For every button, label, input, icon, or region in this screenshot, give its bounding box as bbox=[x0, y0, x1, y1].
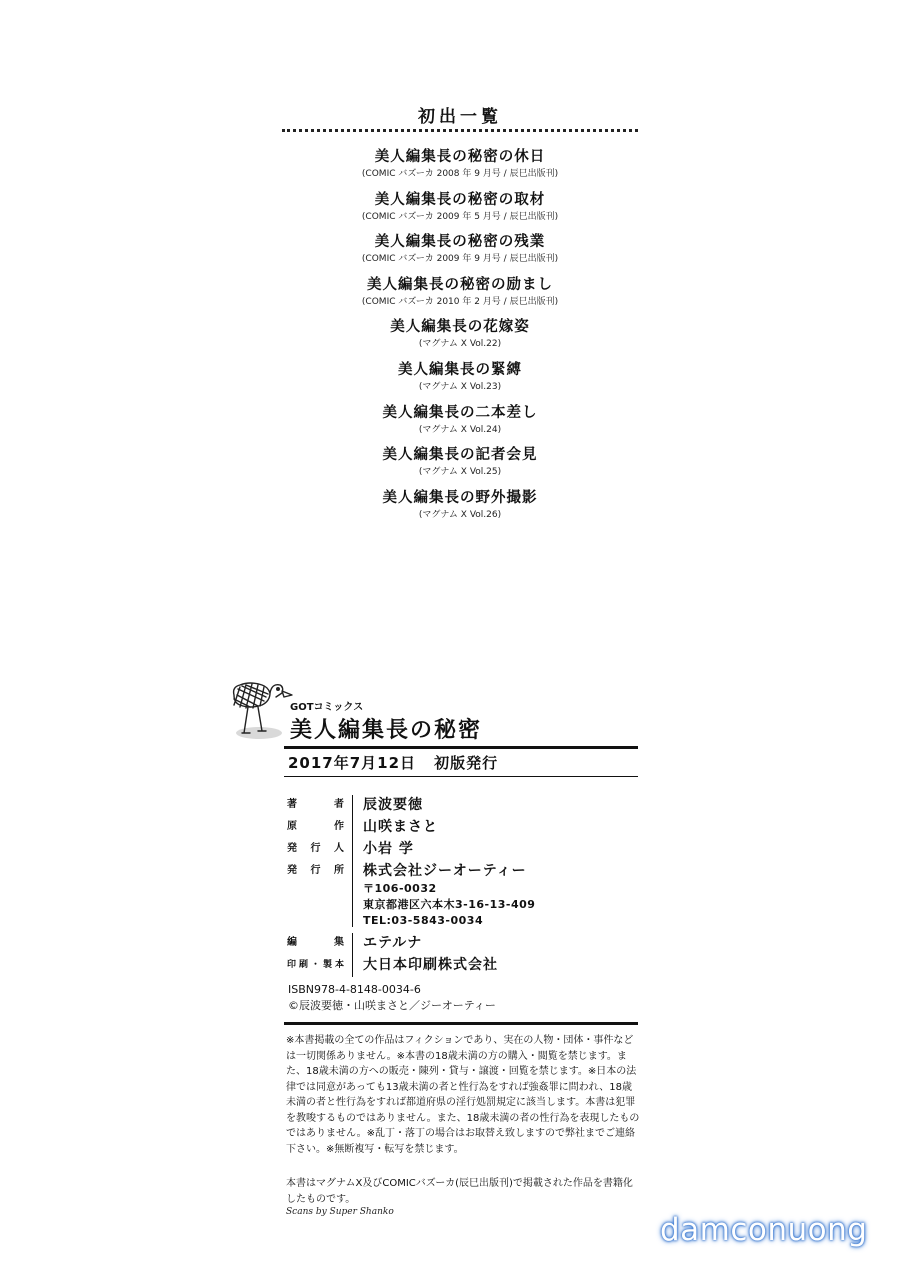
role-label: 原 作 bbox=[287, 817, 353, 839]
entry-source: (COMIC バズーカ 2010 年 2 月号 / 辰巳出版刊) bbox=[361, 296, 559, 307]
entry-title: 美人編集長の秘密の励まし bbox=[367, 276, 553, 293]
author-name: 辰波要徳 bbox=[363, 797, 423, 813]
bird-logo-icon bbox=[228, 675, 294, 743]
dotted-divider bbox=[282, 129, 638, 132]
list-item bbox=[280, 274, 640, 317]
entry-title: 美人編集長の秘密の取材 bbox=[374, 191, 546, 208]
entry-source: (COMIC バズーカ 2009 年 9 月号 / 辰巳出版刊) bbox=[361, 254, 559, 265]
printer-name: 大日本印刷株式会社 bbox=[363, 957, 498, 973]
entry-source: (COMIC バズーカ 2009 年 5 月号 / 辰巳出版刊) bbox=[361, 211, 559, 222]
isbn-block bbox=[288, 982, 496, 1014]
book-title: 美人編集長の秘密 bbox=[290, 718, 483, 743]
list-item bbox=[280, 146, 640, 189]
edition-divider bbox=[284, 776, 638, 777]
list-item bbox=[280, 444, 640, 487]
list-item bbox=[280, 316, 640, 359]
list-item bbox=[280, 189, 640, 232]
entry-source: (マグナム X Vol.26) bbox=[418, 509, 502, 520]
credit-editor bbox=[287, 933, 617, 955]
edition-line bbox=[288, 752, 498, 773]
isbn: ISBN978-4-8148-0034-6 bbox=[288, 983, 421, 996]
credit-original bbox=[287, 817, 617, 839]
credit-office bbox=[287, 861, 617, 927]
copyright: ©辰波要徳・山咲まさと／ジーオーティー bbox=[288, 999, 496, 1012]
office-name: 株式会社ジーオーティー bbox=[363, 863, 527, 879]
entry-source: (マグナム X Vol.24) bbox=[418, 424, 502, 435]
list-item bbox=[280, 402, 640, 445]
entry-title: 美人編集長の緊縛 bbox=[398, 361, 522, 378]
credit-publisher bbox=[287, 839, 617, 861]
title-divider bbox=[284, 746, 638, 749]
printing-label: 初版発行 bbox=[434, 754, 499, 772]
publication-date: 2017年7月12日 bbox=[288, 754, 417, 772]
entry-title: 美人編集長の記者会見 bbox=[382, 447, 538, 464]
postal-code: 〒106-0032 bbox=[363, 882, 437, 895]
role-label: 編 集 bbox=[287, 933, 353, 955]
entry-title: 美人編集長の秘密の残業 bbox=[374, 234, 546, 251]
first-appearance-list bbox=[280, 146, 640, 529]
entry-source: (COMIC バズーカ 2008 年 9 月号 / 辰巳出版刊) bbox=[361, 169, 559, 179]
credit-author bbox=[287, 795, 617, 817]
contents-heading: 初出一覧 bbox=[418, 107, 502, 127]
notice-divider bbox=[284, 1022, 638, 1025]
scan-credit: Scans by Super Shanko bbox=[286, 1207, 394, 1217]
role-label: 著 者 bbox=[287, 795, 353, 817]
entry-title: 美人編集長の花嫁姿 bbox=[390, 319, 530, 336]
role-label: 発行人 bbox=[287, 839, 353, 861]
publication-note: 本書はマグナムX及びCOMICバズーカ(辰巳出版刊)で掲載された作品を書籍化したものです。 bbox=[286, 1178, 633, 1205]
entry-source: (マグナム X Vol.22) bbox=[418, 339, 502, 350]
entry-source: (マグナム X Vol.23) bbox=[418, 381, 502, 392]
list-item bbox=[280, 359, 640, 402]
legal-notice: ※本書掲載の全ての作品はフィクションであり、実在の人物・団体・事件などは一切関係ありません。※本書の18歳未満の方の購入・閲覧を禁じます。また、18歳未満の方への販売・陳列・貸与・譲渡・回覧を禁じます。※日本の法律では同意があっても13歳未満の者と性行為をすれば強姦罪に問われ、18歳未満の者と性行為をすれば都道府県の淫行処罰規定に該当します。本書は犯罪を教唆するものではありません。また、18歳未満の者の性行為を表現したものではありません。※乱丁・落丁の場合はお取替え致しますので弊社までご連絡下さい。※無断複写・転写を禁じます。 bbox=[286, 1035, 640, 1155]
credit-printer bbox=[287, 955, 617, 977]
editor-name: エテルナ bbox=[363, 935, 423, 951]
role-label: 印刷・製本 bbox=[287, 955, 353, 977]
original-name: 山咲まさと bbox=[363, 819, 438, 835]
entry-source: (マグナム X Vol.25) bbox=[418, 467, 502, 478]
entry-title: 美人編集長の野外撮影 bbox=[382, 489, 538, 506]
credits-table bbox=[287, 795, 617, 977]
entry-title: 美人編集長の二本差し bbox=[382, 404, 538, 421]
role-label: 発行所 bbox=[287, 861, 353, 927]
publisher-name: 小岩 学 bbox=[363, 841, 414, 857]
entry-title: 美人編集長の秘密の休日 bbox=[374, 149, 546, 165]
series-label: GOTコミックス bbox=[290, 702, 364, 713]
list-item bbox=[280, 487, 640, 530]
telephone: TEL:03-5843-0034 bbox=[363, 914, 484, 927]
list-item bbox=[280, 231, 640, 274]
address: 東京都港区六本木3-16-13-409 bbox=[363, 898, 536, 911]
watermark: damconuong bbox=[660, 1212, 868, 1248]
